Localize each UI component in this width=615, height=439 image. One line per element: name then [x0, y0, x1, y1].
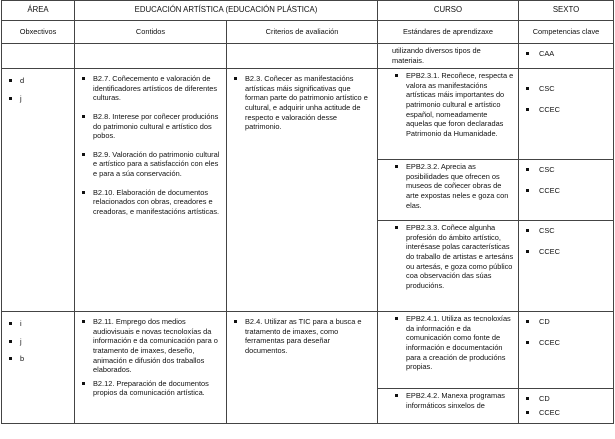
- competence-cell: [519, 389, 614, 424]
- competence-cell: [519, 44, 614, 69]
- competence-item: CD: [523, 394, 609, 404]
- list-item: B2.10. Elaboración de documentos relacionados con obras, creadores e creadoras, e manifestacións artísticas.: [79, 188, 222, 217]
- criteria-cell: [227, 312, 378, 424]
- competence-item: CCEC: [523, 186, 609, 196]
- standard-cell: [378, 389, 519, 424]
- list-item: B2.4. Utilizar as TIC para a busca e tratamento de imaxes, como ferramentas para deseñar documentos.: [231, 317, 373, 356]
- course-label: CURSO: [378, 1, 519, 21]
- contents-cell: [75, 312, 227, 424]
- table-row: [2, 44, 614, 69]
- standards-header: Estándares de aprendizaxe: [378, 21, 519, 44]
- competence-item: CCEC: [523, 408, 609, 418]
- criteria-cell: [227, 69, 378, 312]
- list-item: B2.7. Coñecemento e valoración de identificadores artísticos de diferentes culturas.: [79, 74, 222, 103]
- competence-item: CSC: [523, 84, 609, 94]
- subject-title: EDUCACIÓN ARTÍSTICA (EDUCACIÓN PLÁSTICA): [75, 1, 378, 21]
- list-item: B2.3. Coñecer as manifestacións artísticas máis significativas que forman parte do patrimonio artístico e cultural, e adquirir unha actitude de respecto e valoración desse patrimonio.: [231, 74, 373, 132]
- competence-item: CD: [523, 317, 609, 327]
- standard-text: EPB2.3.3. Coñece algunha profesión do ámbito artístico, interésase polas características do traballo de artistas e artesáns ou artesás, e goza como público coa observación das súas producións.: [392, 223, 514, 290]
- table-row: [2, 69, 614, 160]
- list-item: B2.12. Preparación de documentos propios da comunicación artística.: [79, 379, 222, 398]
- competence-cell: [519, 312, 614, 389]
- standard-cell: [378, 221, 519, 312]
- course-value: SEXTO: [519, 1, 614, 21]
- objectives-cell: [2, 312, 75, 424]
- standard-text: EPB2.4.2. Manexa programas informáticos sinxelos de: [392, 391, 514, 410]
- standard-cell: [378, 312, 519, 389]
- list-item: B2.9. Valoración do patrimonio cultural e artístico para a satisfacción con eles e para a súa conservación.: [79, 150, 222, 179]
- criteria-header: Criterios de avaliación: [227, 21, 378, 44]
- list-item: i: [6, 319, 70, 329]
- competence-item: CSC: [523, 226, 609, 236]
- competence-cell: [519, 160, 614, 221]
- list-item: d: [6, 76, 70, 86]
- competence-cell: [519, 69, 614, 160]
- standard-text: EPB2.3.1. Recoñece, respecta e valora as manifestacións artísticas máis importantes do patrimonio cultural e artístico español, nomeadamente aquelas que foron declaradas Patrimonio da Humanidade.: [392, 71, 514, 138]
- competence-item: CCEC: [523, 338, 609, 348]
- standard-cell: [378, 69, 519, 160]
- contents-header: Contidos: [75, 21, 227, 44]
- list-item: B2.8. Interese por coñecer producións do patrimonio cultural e artístico dos pobos.: [79, 112, 222, 141]
- standard-text: EPB2.3.2. Aprecia as posibilidades que ofrecen os museos de coñecer obras de arte expostas neles e goza con elas.: [392, 162, 514, 210]
- standard-text: utilizando diversos tipos de materiais.: [392, 46, 481, 65]
- objectives-cell: [2, 69, 75, 312]
- list-item: j: [6, 94, 70, 104]
- curriculum-table: [1, 0, 614, 424]
- header-row: [2, 1, 614, 21]
- competences-header: Competencias clave: [519, 21, 614, 44]
- competence-item: CCEC: [523, 247, 609, 257]
- standard-cell: [378, 44, 519, 69]
- list-item: b: [6, 354, 70, 364]
- standard-text: EPB2.4.1. Utiliza as tecnoloxías da información e da comunicación como fonte de información e documentación para a creación de producións propias.: [392, 314, 514, 372]
- competence-cell: [519, 221, 614, 312]
- competence-item: CAA: [523, 49, 609, 59]
- list-item: j: [6, 337, 70, 347]
- subheader-row: [2, 21, 614, 44]
- standard-cell: [378, 160, 519, 221]
- competence-item: CSC: [523, 165, 609, 175]
- objectives-header: Obxectivos: [2, 21, 75, 44]
- contents-cell: [75, 69, 227, 312]
- table-row: [2, 312, 614, 389]
- area-label: ÁREA: [2, 1, 75, 21]
- competence-item: CCEC: [523, 105, 609, 115]
- list-item: B2.11. Emprego dos medios audiovisuais e novas tecnoloxías da información e da comunicación para o tratamento de imaxes, deseño, animación e difusión dos traballos elaborados.: [79, 317, 222, 375]
